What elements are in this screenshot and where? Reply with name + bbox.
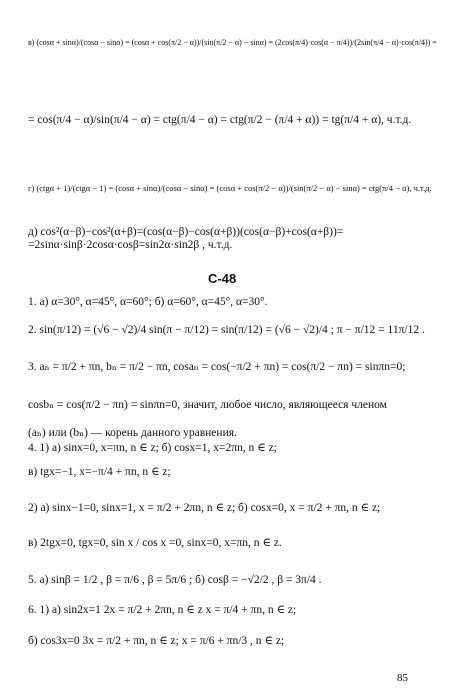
math-line: в) 2tgx=0, tgx=0, sin x / cos x =0, sinx=0, x=πn, n ∈ z.: [28, 537, 282, 549]
math-line: (aₙ) или (bₙ) — корень данного уравнения.: [28, 427, 237, 439]
math-line: 2) а) sinx−1=0, sinx=1, x = π/2 + 2πn, n ∈ z; б) cosx=0, x = π/2 + πn, n ∈ z;: [28, 502, 381, 514]
math-line: = cos(π/4 − α)/sin(π/4 − α) = ctg(π/4 − α) = ctg(π/2 − (π/4 + α)) = tg(π/4 + α), ч.т.д.: [28, 114, 412, 126]
math-line: б) cos3x=0 3x = π/2 + πn, n ∈ z; x = π/6 + πn/3 , n ∈ z;: [28, 635, 285, 647]
math-line: 6. 1) а) sin2x=1 2x = π/2 + 2πn, n ∈ z x = π/4 + πn, n ∈ z;: [28, 604, 297, 616]
math-line: в) tgx=−1, x=−π/4 + πn, n ∈ z;: [28, 466, 171, 478]
section-heading: С-48: [208, 271, 237, 286]
math-line: cosbₙ = cos(π/2 − πn) = sinπn=0, значит, любое число, являющееся членом: [28, 399, 387, 411]
math-line: 5. а) sinβ = 1/2 , β = π/6 , β = 5π/6 ; б) cosβ = −√2/2 , β = 3π/4 .: [28, 574, 322, 586]
math-line: в) (cosα + sinα)/(cosα − sinα) = (cosα + cos(π/2 − α))/(sin(π/2 − α) − sinα) = (2cos(π/4)·cos(α − π/4))/(2sin(π/4 − α)·cos(π/4)) =: [28, 38, 437, 47]
math-line: г) (ctgα + 1)/(ctgα − 1) = (cosα + sinα)/(cosα − sinα) = (cosα + cos(π/2 − α))/(sin(π/2 − α) − sinα) = ctg(π/4 − α), ч.т.д.: [28, 183, 432, 193]
math-line: 2. sin(π/12) = (√6 − √2)/4 sin(π − π/12) = sin(π/12) = (√6 − √2)/4 ; π − π/12 = 11π/12 .: [28, 324, 425, 336]
math-line: =2sinα·sinβ·2cosα·cosβ=sin2α·sin2β , ч.т.д.: [28, 239, 233, 251]
math-line: 3. aₙ = π/2 + πn, bₙ = π/2 − πn, cosaₙ = cos(−π/2 + πn) = cos(π/2 − πn) = sinπn=0;: [28, 361, 406, 373]
math-line: 1. а) α=30°, α=45°, α=60°; б) α=60°, α=45°, α=30°.: [28, 296, 268, 308]
page-number: 85: [397, 672, 408, 684]
math-line: 4. 1) а) sinx=0, x=πn, n ∈ z; б) cosx=1, x=2πn, n ∈ z;: [28, 442, 277, 454]
math-line: д) cos²(α−β)−cos²(α+β)=(cos(α−β)−cos(α+β))(cos(α−β)+cos(α+β))=: [28, 226, 344, 238]
